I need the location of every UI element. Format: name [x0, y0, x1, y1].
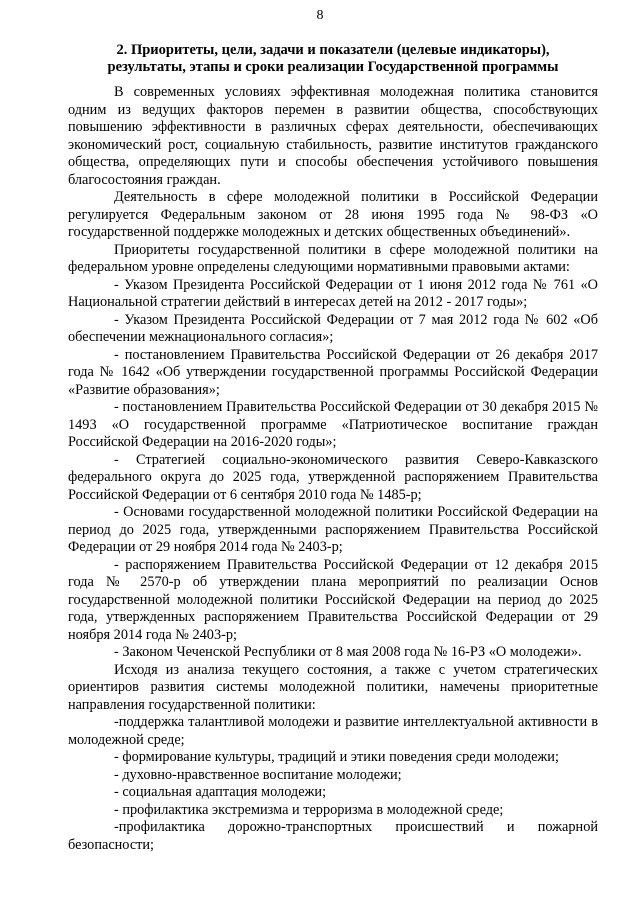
list-item-culture: - формирование культуры, традиций и этики поведения среди молодежи; [114, 749, 559, 765]
section-title [68, 42, 598, 76]
list-item-foundations-2403: - Основами государственной молодежной политики Российской Федерации на период до 2025 года, утвержденными распоряжением Правительства Российской Федерации от 29 ноября 2014 года № 2403-р; [68, 504, 598, 555]
section-title-line-1: 2. Приоритеты, цели, задачи и показатели (целевые индикаторы), [116, 42, 550, 58]
list-item-strategy-1485: - Стратегией социально-экономического развития Северо-Кавказского федерального округа до 2025 года, утвержденной распоряжением Правительства Российской Федерации от 6 сентября 2010 года № 1485-р; [68, 451, 598, 503]
list-item-resolution-1493: - постановлением Правительства Российской Федерации от 30 декабря 2015 № 1493 «О государственной программе «Патриотическое воспитание граждан Российской Федерации на 2016-2020 годы»; [68, 399, 598, 450]
page-number: 8 [316, 8, 324, 23]
list-item-road-fire-safety: -профилактика дорожно-транспортных происшествий и пожарной безопасности; [68, 819, 598, 853]
list-item-moral-education: - духовно-нравственное воспитание молодежи; [114, 766, 402, 783]
list-item-decree-602: - Указом Президента Российской Федерации от 7 мая 2012 года № 602 «Об обеспечении межнационального согласия»; [68, 311, 598, 345]
list-item-extremism-prevention: - профилактика экстремизма и терроризма в молодежной среде; [114, 801, 504, 818]
list-item-social-adaptation: - социальная адаптация молодежи; [114, 784, 327, 800]
list-item-talented-youth: -поддержка талантливой молодежи и развитие интеллектуальной активности в молодежной среде; [68, 714, 598, 748]
paragraph-federal-law: Деятельность в сфере молодежной политики в Российской Федерации регулируется Федеральным законом от 28 июня 1995 года № 98-ФЗ «О государственной поддержке молодежных и детских общественных объединений». [68, 189, 598, 240]
section-title-line-2: результаты, этапы и сроки реализации Государственной программы [107, 59, 559, 75]
paragraph-directions-intro: Исходя из анализа текущего состояния, а также с учетом стратегических ориентиров развития системы молодежной политики, намечены приоритетные направления государственной политики: [68, 661, 598, 713]
paragraph-priorities-intro: Приоритеты государственной политики в сфере молодежной политики на федеральном уровне определены следующими нормативными правовыми актами: [68, 241, 598, 275]
list-item-chechen-law: - Законом Чеченской Республики от 8 мая 2008 года № 16-РЗ «О молодежи». [114, 644, 582, 660]
paragraph-intro: В современных условиях эффективная молодежная политика становится одним из ведущих факторов перемен в развитии общества, способствующих повышению эффективности в различных сферах деятельности, обеспечивающих экономический рост, социальную стабильность, развитие институтов гражданского общества, определяющих пути и способы обеспечения устойчивого повышения благосостояния граждан. [68, 84, 598, 188]
document-body [68, 84, 598, 854]
list-item-decree-761: - Указом Президента Российской Федерации от 1 июня 2012 года № 761 «О Национальной стратегии действий в интересах детей на 2012 - 2017 годы»; [68, 276, 598, 310]
list-item-resolution-1642: - постановлением Правительства Российской Федерации от 26 декабря 2017 года № 1642 «Об утверждении государственной программы Российской Федерации «Развитие образования»; [68, 346, 598, 398]
list-item-order-2570: - распоряжением Правительства Российской Федерации от 12 декабря 2015 года № 2570-р об утверждении плана мероприятий по реализации Основ государственной молодежной политики Российской Федерации на период до 2025 года, утвержденных распоряжением Правительства Российской Федерации от 29 ноября 2014 года № 2403-р; [68, 556, 598, 643]
